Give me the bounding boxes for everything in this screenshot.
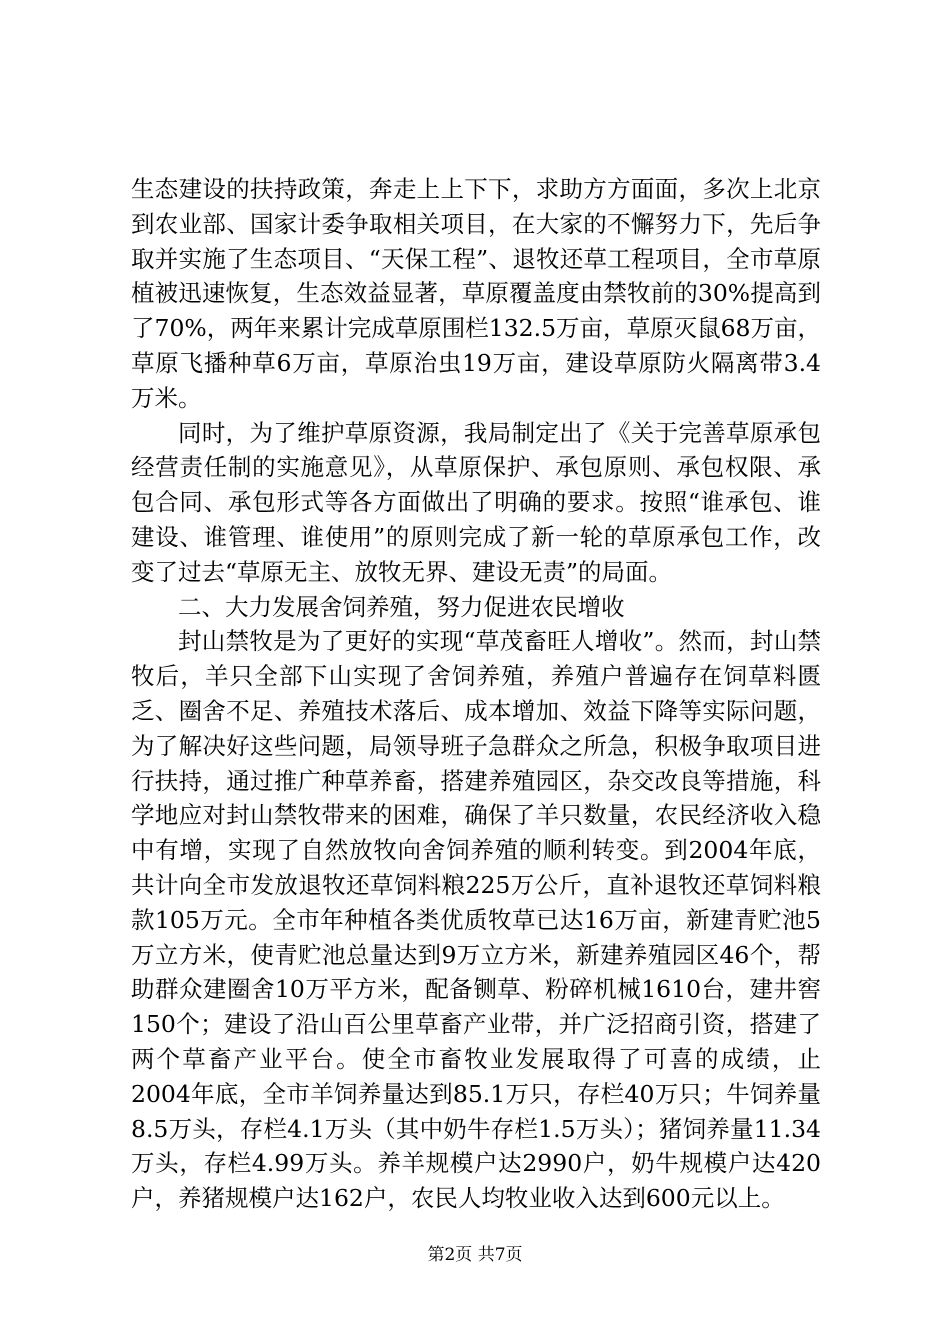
document-body <box>131 172 821 1216</box>
page-number-footer: 第2页 共7页 <box>427 1245 523 1265</box>
section-heading-two: 二、大力发展舍饲养殖，努力促进农民增收 <box>178 592 625 621</box>
paragraph-ecology-continuation: 生态建设的扶持政策，奔走上上下下，求助方方面面，多次上北京到农业部、国家计委争取相关项目，在大家的不懈努力下，先后争取并实施了生态项目、“天保工程”、退牧还草工程项目，全市草原植被迅速恢复，生态效益显著，草原覆盖度由禁牧前的30%提高到了70%，两年来累计完成草原围栏132.5万亩，草原灭鼠68万亩，草原飞播种草6万亩，草原治虫19万亩，建设草原防火隔离带3.4万米。 <box>131 175 821 412</box>
paragraph-livestock-farming: 封山禁牧是为了更好的实现“草茂畜旺人增收”。然而，封山禁牧后，羊只全部下山实现了舍饲养殖，养殖户普遍存在饲草料匮乏、圈舍不足、养殖技术落后、成本增加、效益下降等实际问题，为了解决好这些问题，局领导班子急群众之所急，积极争取项目进行扶持，通过推广种草养畜，搭建养殖园区，杂交改良等措施，科学地应对封山禁牧带来的困难，确保了羊只数量，农民经济收入稳中有增，实现了自然放牧向舍饲养殖的顺利转变。到2004年底，共计向全市发放退牧还草饲料粮225万公斤，直补退牧还草饲料粮款105万元。全市年种植各类优质牧草已达16万亩，新建青贮池5万立方米，使青贮池总量达到9万立方米，新建养殖园区46个，帮助群众建圈舍10万平方米，配备铡草、粉碎机械1610台，建井窖150个；建设了沿山百公里草畜产业带，并广泛招商引资，搭建了两个草畜产业平台。使全市畜牧业发展取得了可喜的成绩，止2004年底，全市羊饲养量达到85.1万只，存栏40万只；牛饲养量8.5万头，存栏4.1万头（其中奶牛存栏1.5万头）；猪饲养量11.34万头，存栏4.99万头。养羊规模户达2990户，奶牛规模户达420户，养猪规模户达162户，农民人均牧业收入达到600元以上。 <box>131 627 821 1213</box>
paragraph-grassland-contract: 同时，为了维护草原资源，我局制定出了《关于完善草原承包经营责任制的实施意见》，从草原保护、承包原则、承包权限、承包合同、承包形式等各方面做出了明确的要求。按照“谁承包、谁建设、谁管理、谁使用”的原则完成了新一轮的草原承包工作，改变了过去“草原无主、放牧无界、建设无责”的局面。 <box>131 418 821 586</box>
